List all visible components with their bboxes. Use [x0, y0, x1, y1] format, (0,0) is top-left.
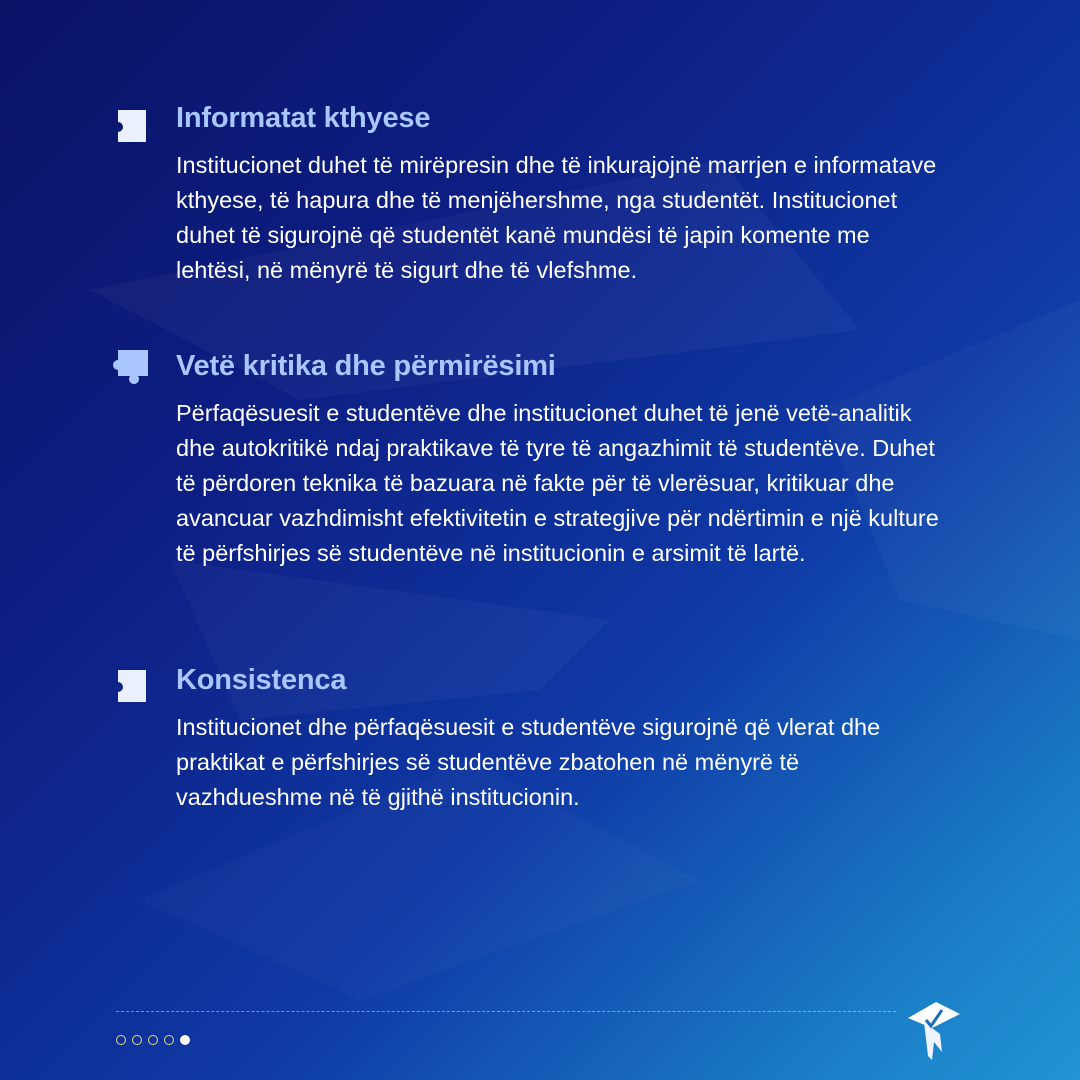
section-title: Konsistenca: [176, 664, 347, 696]
section-title: Vetë kritika dhe përmirësimi: [176, 350, 556, 382]
section-text: Institucionet duhet të mirëpresin dhe të inkurajojnë marrjen e informatave kthyese, të hapura dhe të menjëhershme, nga studentët. Institucionet duhet të sigurojnë që studentët kanë mundësi të japin komente me lehtësi, në mënyrë të sigurt dhe të vlefshme.: [176, 152, 937, 283]
page-dot-active[interactable]: [180, 1035, 190, 1045]
section-title: Informatat kthyese: [176, 102, 431, 134]
puzzle-piece-icon: [110, 104, 154, 148]
footer-divider: [116, 1011, 896, 1012]
page-dot[interactable]: [132, 1035, 142, 1045]
section-text: Institucionet dhe përfaqësuesit e studentëve sigurojnë që vlerat dhe praktikat e përfshirjes së studentëve zbatohen në mënyrë të vazhdueshme në të gjithë institucionin.: [176, 714, 881, 810]
section-text: Përfaqësuesit e studentëve dhe institucionet duhet të jenë vetë-analitik dhe autokritikë ndaj praktikave të tyre të angazhimit të studentëve. Duhet të përdoren teknika të bazuara në fakte për të vlerësuar, kritikuar dhe avancuar vazhdimisht efektivitetin e strategjive për ndërtimin e një kulture të përfshirjes së studentëve në institucionin e arsimit të lartë.: [176, 400, 939, 566]
puzzle-piece-icon: [110, 664, 154, 708]
page-dot[interactable]: [116, 1035, 126, 1045]
page-dot[interactable]: [148, 1035, 158, 1045]
pagination-dots: [116, 1035, 190, 1045]
graduation-cap-logo: [902, 996, 964, 1062]
puzzle-piece-icon: [110, 346, 154, 390]
page-dot[interactable]: [164, 1035, 174, 1045]
